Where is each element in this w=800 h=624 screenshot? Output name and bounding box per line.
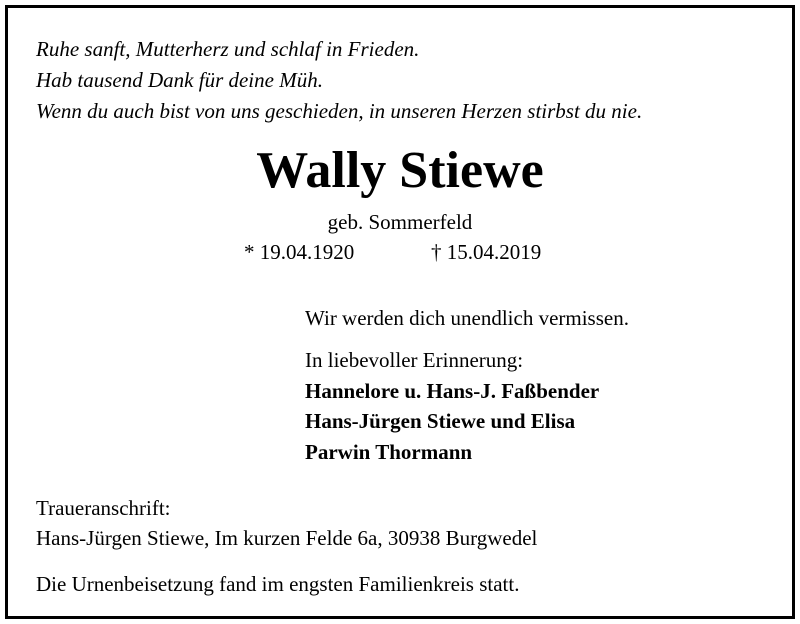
- address-label: Traueranschrift:: [36, 496, 171, 520]
- poem-line-2: Hab tausend Dank für deine Müh.: [36, 68, 323, 92]
- maiden-name: geb. Sommerfeld: [327, 210, 473, 234]
- birth-date: * 19.04.1920: [244, 240, 355, 264]
- mourner-name: Parwin Thormann: [305, 440, 473, 464]
- obituary-notice: [5, 5, 795, 619]
- mourner-name: Hans-Jürgen Stiewe und Elisa: [305, 409, 576, 433]
- deceased-name: Wally Stiewe: [256, 142, 544, 199]
- poem-line-3: Wenn du auch bist von uns geschieden, in unseren Herzen stirbst du nie.: [36, 99, 643, 123]
- burial-note: Die Urnenbeisetzung fand im engsten Familienkreis statt.: [36, 572, 520, 596]
- remembrance-intro: In liebevoller Erinnerung:: [305, 348, 524, 372]
- poem-line-1: Ruhe sanft, Mutterherz und schlaf in Frieden.: [36, 37, 420, 61]
- mourner-name: Hannelore u. Hans-J. Faßbender: [305, 379, 600, 403]
- farewell-message: Wir werden dich unendlich vermissen.: [305, 306, 629, 330]
- address-line: Hans-Jürgen Stiewe, Im kurzen Felde 6a, 30938 Burgwedel: [36, 526, 538, 550]
- death-date: † 15.04.2019: [431, 240, 542, 264]
